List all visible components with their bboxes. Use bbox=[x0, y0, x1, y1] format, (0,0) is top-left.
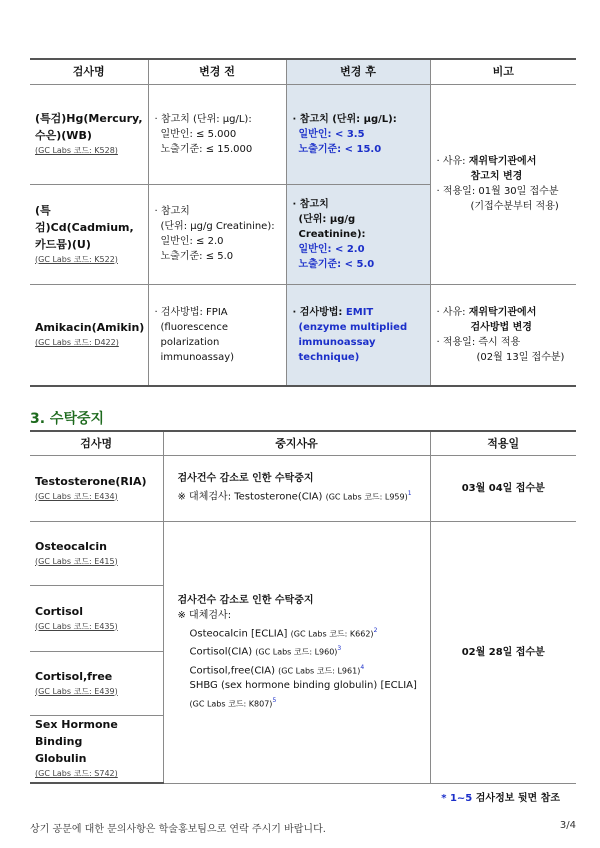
alt-text: Cortisol,free(CIA) bbox=[189, 664, 279, 676]
test-code: (GC Labs 코드: K522) bbox=[35, 254, 118, 264]
remark-apply: · 적용일: 즉시 적용 bbox=[436, 336, 521, 348]
alt-code: (GC Labs 코드: K662) bbox=[290, 629, 374, 639]
after-line: immunoassay technique) bbox=[298, 336, 376, 363]
test-name: Cortisol bbox=[35, 604, 83, 618]
after-line: 일반인: < 2.0 bbox=[298, 243, 365, 255]
test-name: (특검)Cd(Cadmium, 카드뮴)(U) bbox=[35, 203, 134, 251]
test-name-cell bbox=[30, 651, 163, 715]
before-line: (단위: μg/g Creatinine): bbox=[160, 221, 275, 232]
change-table-header bbox=[30, 59, 576, 84]
alt-test bbox=[178, 641, 426, 659]
alt-test-shbg: SHBG (sex hormone binding globulin) [ECLIA] bbox=[189, 679, 417, 691]
alt-test-shbg-code-line bbox=[178, 693, 426, 711]
test-code: (GC Labs 코드: E435) bbox=[35, 621, 118, 631]
col-header-before: 변경 전 bbox=[148, 59, 286, 84]
remark-apply2: (02월 13일 접수분) bbox=[476, 351, 565, 363]
before-cell bbox=[148, 184, 286, 284]
before-line: · 참고치 (단위: μg/L): bbox=[154, 113, 252, 125]
alt-code: (GC Labs 코드: L960) bbox=[255, 647, 338, 657]
alt-title: ※ 대체검사: bbox=[177, 609, 232, 621]
test-code: (GC Labs 코드: E415) bbox=[35, 556, 118, 566]
alt-test bbox=[178, 486, 426, 504]
alt-code: (GC Labs 코드: L959) bbox=[325, 492, 408, 502]
reason-cell bbox=[163, 521, 430, 783]
footnote-ref: 4 bbox=[360, 663, 365, 671]
reason-cell bbox=[163, 455, 430, 521]
col-header-date: 적용일 bbox=[430, 431, 576, 455]
footnote-ref: 5 bbox=[272, 696, 277, 704]
after-head: · 참고치 bbox=[292, 198, 329, 210]
after-head-line bbox=[293, 305, 426, 320]
col-header-after: 변경 후 bbox=[286, 59, 430, 84]
after-cell bbox=[286, 84, 430, 184]
date-cell: 03월 04일 접수분 bbox=[430, 455, 576, 521]
remark-reason-text2: 검사방법 변경 bbox=[470, 321, 532, 333]
test-name: Testosterone(RIA) bbox=[35, 474, 147, 488]
after-line: 노출기준: < 5.0 bbox=[298, 258, 375, 270]
alt-text: Osteocalcin [ECLIA] bbox=[189, 628, 291, 640]
remark-apply: · 적용일: 01월 30일 접수분 bbox=[436, 186, 559, 197]
after-cell bbox=[286, 284, 430, 386]
footnote-range: 1~5 bbox=[449, 793, 473, 804]
date-cell: 02월 28일 접수분 bbox=[430, 521, 576, 783]
remark-cell bbox=[430, 84, 576, 284]
after-cell bbox=[286, 184, 430, 284]
page-number: 3/4 bbox=[559, 820, 576, 831]
alt-test bbox=[178, 660, 426, 678]
test-code: (GC Labs 코드: D422) bbox=[35, 338, 119, 348]
col-header-test-name: 검사명 bbox=[30, 59, 148, 84]
footnote bbox=[441, 789, 560, 804]
test-name-cell bbox=[30, 521, 163, 585]
test-name: (특검)Hg(Mercury, 수은)(WB) bbox=[35, 112, 143, 142]
before-line: (fluorescence polarization bbox=[160, 321, 229, 348]
footnote-ref: 2 bbox=[373, 626, 378, 634]
remark-reason-label: · 사유: bbox=[436, 156, 469, 167]
test-name: Cortisol,free bbox=[35, 669, 113, 683]
alt-prefix: ※ 대체검사: Testosterone(CIA) bbox=[177, 491, 326, 503]
col-header-remarks: 비고 bbox=[430, 59, 576, 84]
alt-code: (GC Labs 코드: L961) bbox=[278, 665, 361, 675]
remark-reason-text2: 참고치 변경 bbox=[470, 171, 523, 182]
test-name-cell bbox=[30, 284, 148, 386]
after-head: · 검사방법: bbox=[292, 306, 346, 318]
remark-reason-text: 재위탁기관에서 bbox=[468, 306, 537, 318]
alt-test bbox=[178, 623, 426, 641]
remark-reason bbox=[437, 305, 573, 320]
before-line: 일반인: ≤ 2.0 bbox=[160, 236, 224, 247]
test-code: (GC Labs 코드: E434) bbox=[35, 491, 118, 501]
remark-apply2: (기접수분부터 적용) bbox=[470, 201, 559, 212]
after-method: EMIT bbox=[345, 306, 374, 318]
footnote-text: 검사정보 뒷면 참조 bbox=[472, 793, 560, 804]
test-name-cell bbox=[30, 84, 148, 184]
before-cell bbox=[148, 84, 286, 184]
reason-text: 검사건수 감소로 인한 수탁중지 bbox=[177, 473, 314, 485]
test-code: (GC Labs 코드: E439) bbox=[35, 686, 118, 696]
test-name: Osteocalcin bbox=[35, 539, 108, 553]
footnote-ref: 3 bbox=[337, 645, 342, 653]
remark-reason-label: · 사유: bbox=[436, 306, 469, 318]
suspension-table-header bbox=[30, 431, 576, 455]
remark-reason-text: 재위탁기관에서 bbox=[468, 156, 537, 167]
table-row bbox=[30, 521, 576, 585]
before-line: · 참고치 bbox=[154, 206, 190, 217]
alt-text: Cortisol(CIA) bbox=[189, 646, 256, 658]
test-name-cell bbox=[30, 715, 163, 783]
table-row bbox=[30, 84, 576, 184]
table-row bbox=[30, 455, 576, 521]
footnote-ref: 1 bbox=[407, 490, 412, 498]
test-code: (GC Labs 코드: K528) bbox=[35, 146, 118, 155]
col-header-reason: 중지사유 bbox=[163, 431, 430, 455]
before-line: 노출기준: ≤ 15.000 bbox=[160, 143, 253, 155]
before-line: 일반인: ≤ 5.000 bbox=[160, 128, 237, 140]
footnote-star: * bbox=[441, 793, 450, 804]
table-row bbox=[30, 284, 576, 386]
test-name-cell bbox=[30, 184, 148, 284]
alt-code: (GC Labs 코드: K807) bbox=[189, 699, 273, 709]
section-title: 3. 수탁중지 bbox=[30, 411, 105, 427]
before-line: immunoassay) bbox=[160, 351, 235, 363]
after-head2: (단위: μg/g Creatinine): bbox=[298, 213, 366, 240]
test-code: (GC Labs 코드: S742) bbox=[35, 769, 118, 779]
remark-reason bbox=[437, 154, 573, 169]
test-name-cell bbox=[30, 455, 163, 521]
suspension-table bbox=[30, 430, 576, 784]
after-line: (enzyme multiplied bbox=[298, 321, 408, 333]
change-table bbox=[30, 58, 576, 387]
footer-text: 상기 공문에 대한 문의사항은 학술홍보팀으로 연락 주시기 바랍니다. bbox=[30, 824, 326, 835]
test-name: Sex Hormone Binding Globulin bbox=[35, 718, 118, 766]
before-line: · 검사방법: FPIA bbox=[154, 306, 228, 318]
before-line: 노출기준: ≤ 5.0 bbox=[160, 251, 234, 262]
after-head: · 참고치 (단위: μg/L): bbox=[292, 113, 397, 125]
after-line: 일반인: < 3.5 bbox=[298, 128, 365, 140]
before-cell bbox=[148, 284, 286, 386]
test-name-cell bbox=[30, 585, 163, 651]
reason-text: 검사건수 감소로 인한 수탁중지 bbox=[177, 594, 314, 606]
remark-cell bbox=[430, 284, 576, 386]
test-name: Amikacin(Amikin) bbox=[35, 321, 145, 335]
after-line: 노출기준: < 15.0 bbox=[298, 143, 382, 155]
col-header-test-name: 검사명 bbox=[30, 431, 163, 455]
